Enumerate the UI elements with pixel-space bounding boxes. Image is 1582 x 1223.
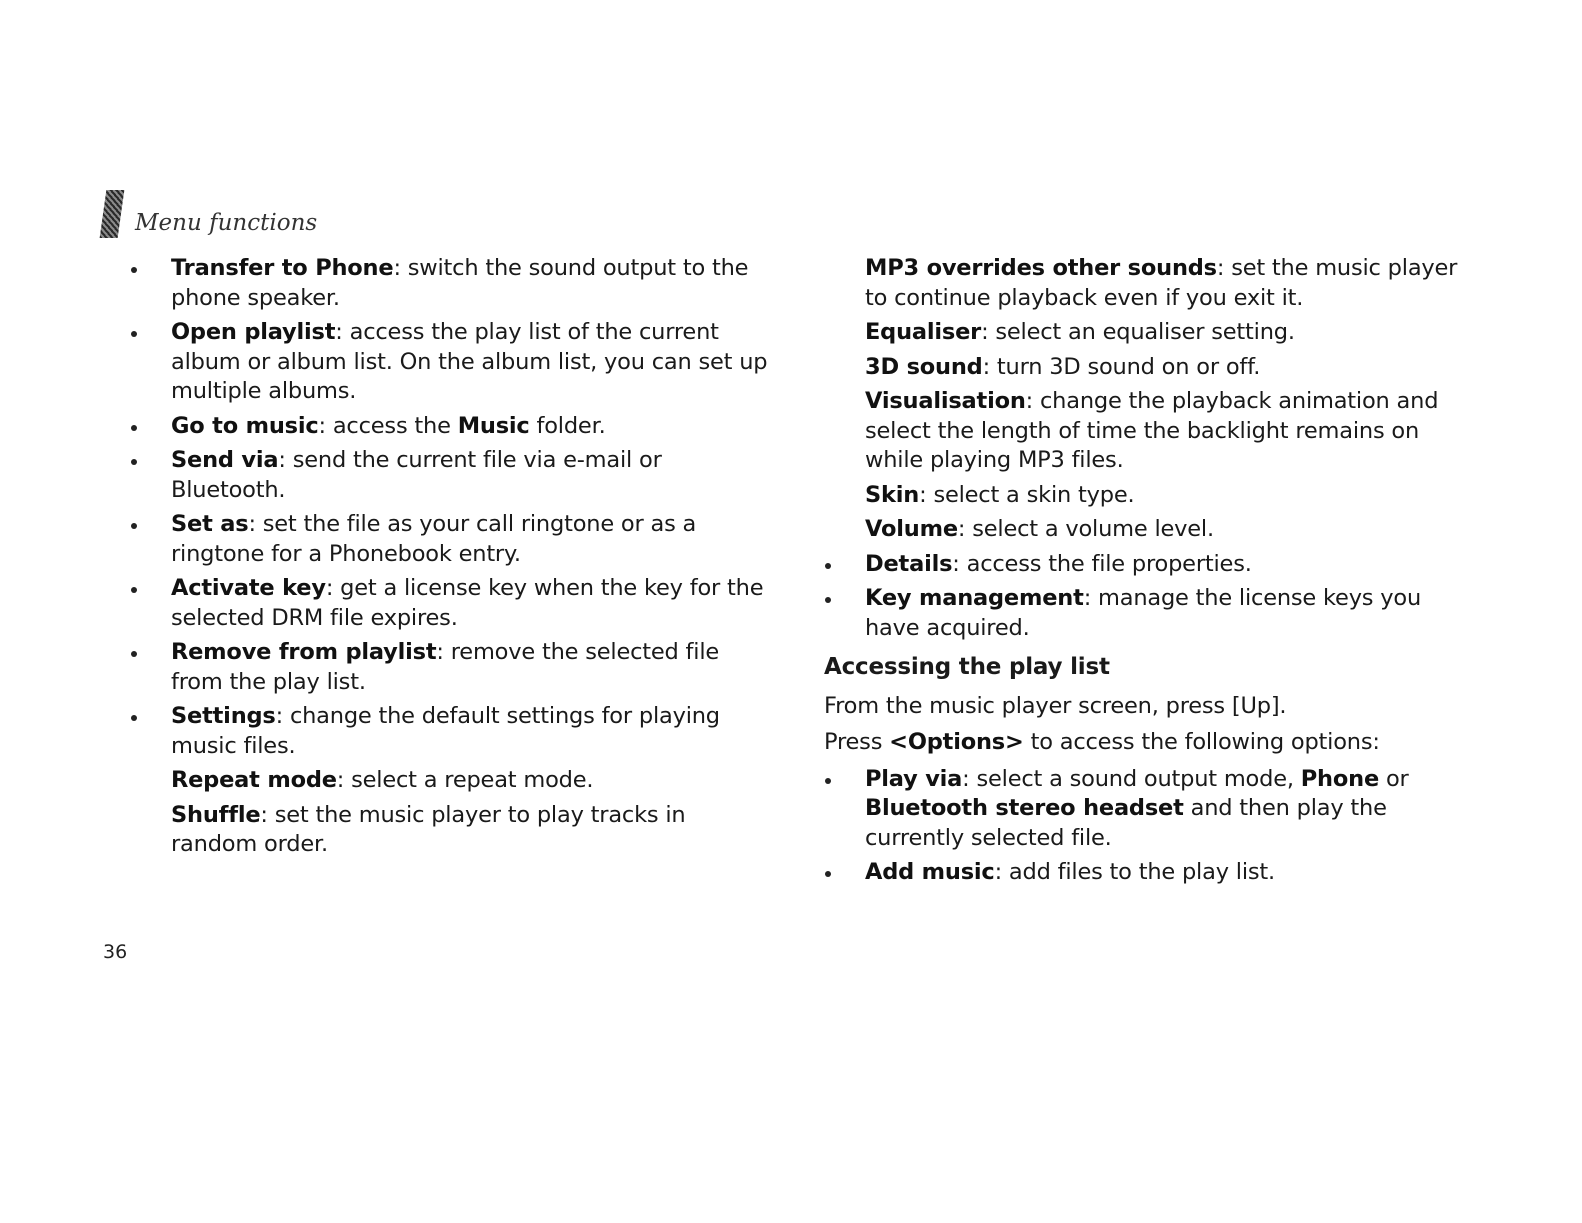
sub-item-repeat-mode: Repeat mode: select a repeat mode.: [171, 767, 594, 793]
left-column: [171, 254, 771, 865]
list-item-details: Details: access the file properties.: [865, 550, 1464, 580]
list-item-add-music: Add music: add files to the play list.: [865, 858, 1464, 888]
section-marker-icon: [100, 190, 125, 238]
sub-item-volume: Volume: select a volume level.: [865, 516, 1214, 542]
section-heading-play-list: Accessing the play list: [824, 654, 1110, 680]
list-item-send-via: Send via: send the current file via e-mail or Bluetooth.: [171, 446, 771, 505]
list-item-remove-from-playlist: Remove from playlist: remove the selected file from the play list.: [171, 638, 771, 697]
list-item-transfer-to-phone: Transfer to Phone: switch the sound output to the phone speaker.: [171, 254, 771, 313]
paragraph-music-player: From the music player screen, press [Up].: [824, 692, 1287, 719]
list-item-play-via: Play via: select a sound output mode, Phone or Bluetooth stereo headset and then play the currently selected file.: [865, 765, 1464, 854]
list-item-key-management: Key management: manage the license keys you have acquired.: [865, 584, 1464, 643]
list-item-activate-key: Activate key: get a license key when the key for the selected DRM file expires.: [171, 574, 771, 633]
paragraph-options: Press <Options> to access the following options:: [824, 729, 1380, 755]
page-number: 36: [103, 941, 128, 963]
list-item-settings: Settings: change the default settings for playing music files.: [171, 702, 771, 761]
sub-item-3d-sound: 3D sound: turn 3D sound on or off.: [865, 353, 1261, 380]
sub-item-mp3-overrides: MP3 overrides other sounds: set the music player to continue playback even if you exit it.: [865, 255, 1458, 311]
sub-item-visualisation: Visualisation: change the playback animation and select the length of time the backlight remains on while playing MP3 files.: [865, 388, 1439, 473]
sub-item-equaliser: Equaliser: select an equaliser setting.: [865, 319, 1295, 345]
list-item-set-as: Set as: set the file as your call ringtone or as a ringtone for a Phonebook entry.: [171, 510, 771, 569]
list-item-open-playlist: Open playlist: access the play list of the current album or album list. On the album list, you can set up multiple albums.: [171, 318, 771, 407]
sub-item-shuffle: Shuffle: set the music player to play tracks in random order.: [171, 801, 686, 857]
section-title: Menu functions: [135, 210, 318, 236]
right-column: [824, 254, 1464, 893]
list-item-go-to-music: Go to music: access the Music folder.: [171, 412, 771, 442]
sub-item-skin: Skin: select a skin type.: [865, 481, 1135, 508]
